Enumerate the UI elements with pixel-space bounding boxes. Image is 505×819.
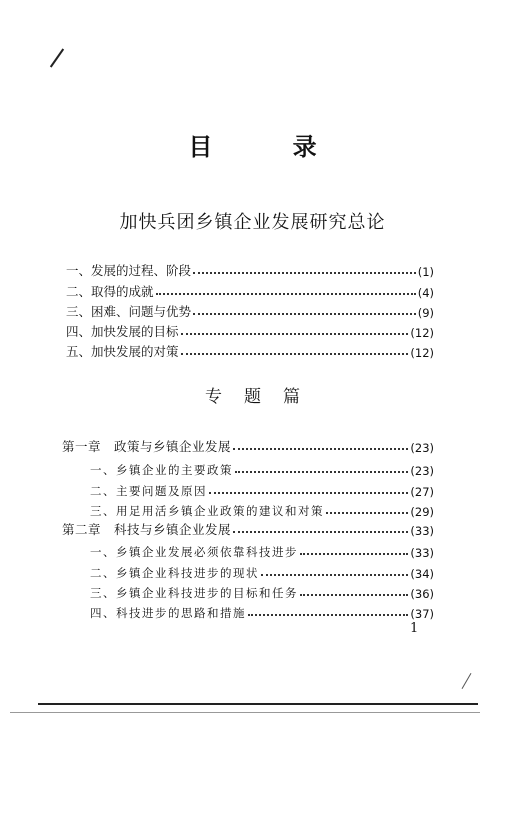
page-title: 目 录: [188, 132, 353, 161]
page-edge-line: [38, 703, 478, 705]
toc-entry-label: 三、困难、问题与优势: [66, 304, 192, 319]
pen-mark: [50, 48, 64, 67]
toc-chapter-page: (33): [410, 524, 434, 538]
toc-entry-page: (12): [410, 326, 434, 340]
leader-dots: [235, 471, 408, 473]
pen-mark: [462, 673, 472, 689]
toc-chapter-label: 第二章 科技与乡镇企业发展: [62, 522, 232, 537]
toc-entry-page: (12): [410, 346, 434, 360]
leader-dots: [233, 448, 408, 450]
leader-dots: [261, 574, 408, 576]
toc-entry-label: 一、发展的过程、阶段: [66, 263, 192, 278]
toc-entry-label: 五、加快发展的对策: [66, 344, 179, 359]
toc-entry-label: 四、加快发展的目标: [66, 324, 179, 339]
toc-chapter[interactable]: [62, 520, 434, 538]
toc-entry[interactable]: [66, 282, 434, 300]
leader-dots: [233, 531, 408, 533]
toc-entry[interactable]: [90, 583, 434, 601]
part-title: 加快兵团乡镇企业发展研究总论: [119, 212, 386, 233]
leader-dots: [193, 272, 416, 274]
toc-entry-page: (29): [410, 505, 434, 519]
toc-entry-label: 一、乡镇企业的主要政策: [90, 463, 233, 477]
toc-entry-label: 一、乡镇企业发展必须依靠科技进步: [90, 545, 298, 559]
toc-entry-page: (27): [410, 485, 434, 499]
leader-dots: [181, 353, 409, 355]
toc-entry-page: (37): [410, 607, 434, 621]
toc-entry[interactable]: [90, 542, 434, 560]
toc-chapter-label: 第一章 政策与乡镇企业发展: [62, 439, 232, 454]
page-edge-shadow: [10, 712, 480, 713]
toc-entry[interactable]: [90, 563, 434, 581]
toc-chapter-page: (23): [410, 441, 434, 455]
toc-entry[interactable]: [66, 342, 434, 360]
leader-dots: [156, 293, 416, 295]
section-heading: 专题篇: [205, 387, 322, 407]
toc-entry-label: 二、乡镇企业科技进步的现状: [90, 566, 259, 580]
toc-entry[interactable]: [90, 460, 434, 478]
toc-chapter[interactable]: [62, 437, 434, 455]
toc-entry-page: (36): [410, 587, 434, 601]
toc-entry-label: 四、科技进步的思路和措施: [90, 606, 246, 620]
toc-entry-label: 三、乡镇企业科技进步的目标和任务: [90, 586, 298, 600]
page-number: 1: [410, 621, 419, 636]
toc-entry-label: 三、用足用活乡镇企业政策的建议和对策: [90, 504, 324, 518]
toc-entry[interactable]: [90, 603, 434, 621]
toc-entry-label: 二、取得的成就: [66, 284, 154, 299]
toc-entry[interactable]: [66, 261, 434, 279]
toc-entry-page: (9): [417, 306, 434, 320]
toc-entry[interactable]: [90, 501, 434, 519]
leader-dots: [300, 594, 408, 596]
leader-dots: [248, 614, 408, 616]
leader-dots: [193, 313, 416, 315]
toc-entry-page: (33): [410, 546, 434, 560]
leader-dots: [300, 553, 408, 555]
toc-entry[interactable]: [90, 481, 434, 499]
leader-dots: [181, 333, 409, 335]
toc-entry[interactable]: [66, 302, 434, 320]
toc-entry-label: 二、主要问题及原因: [90, 484, 207, 498]
leader-dots: [209, 492, 408, 494]
toc-entry-page: (4): [417, 286, 434, 300]
toc-entry-page: (34): [410, 567, 434, 581]
toc-entry-page: (23): [410, 464, 434, 478]
toc-entry[interactable]: [66, 322, 434, 340]
leader-dots: [326, 512, 408, 514]
toc-entry-page: (1): [417, 265, 434, 279]
